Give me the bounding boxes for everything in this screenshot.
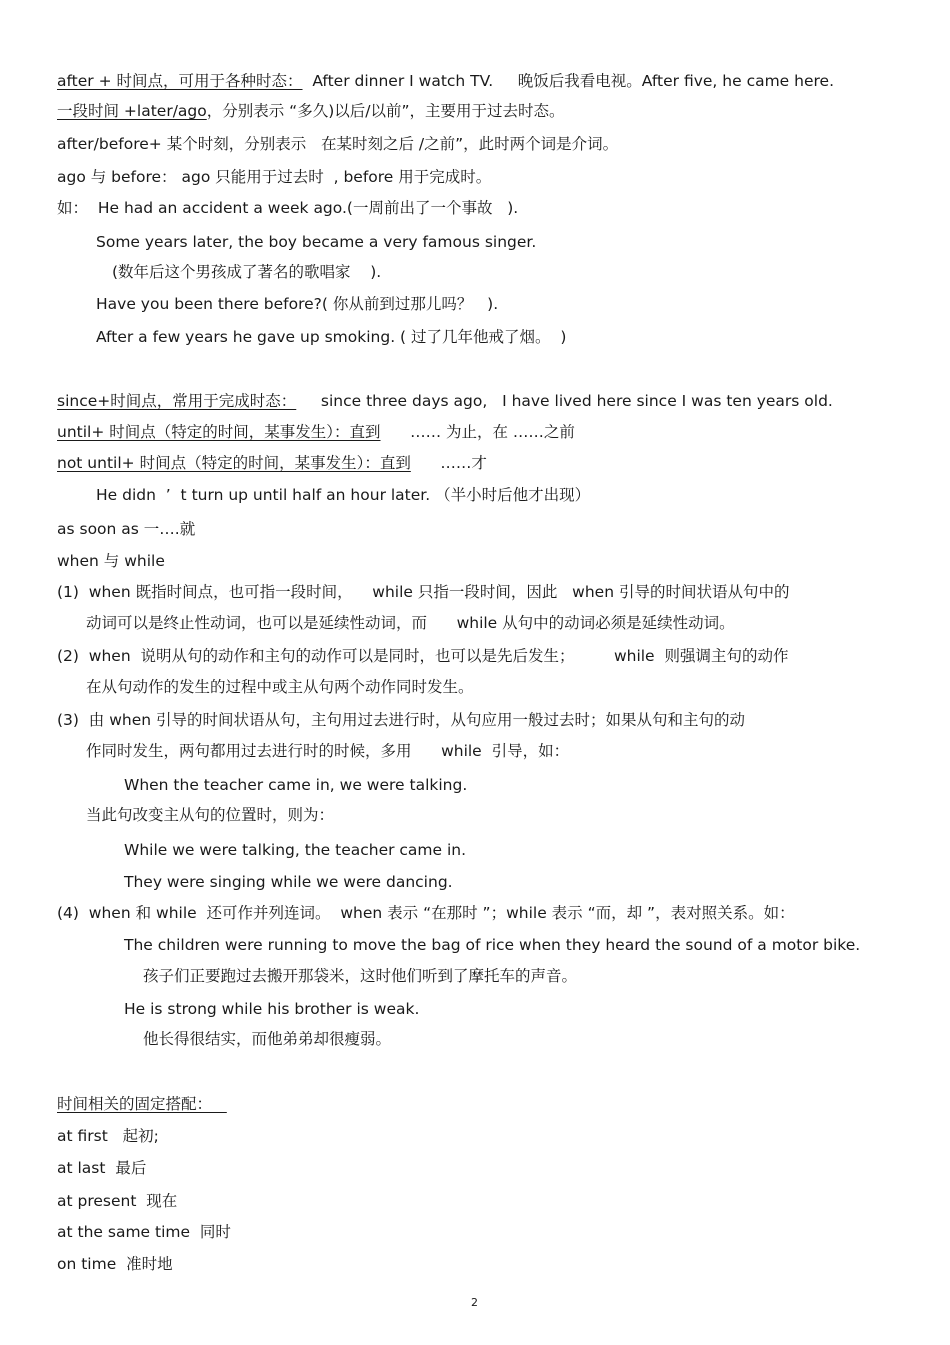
example-line: Have you been there before?( 你从前到过那儿吗？ ).: [96, 295, 499, 313]
point-4: (4) when 和 while 还可作并列连词。 when 表示 “在那时 ”；while 表示 “而，却 ”，表对照关系。如：: [57, 904, 795, 922]
example-line: When the teacher came in, we were talking.: [124, 776, 468, 794]
rule-heading: since+时间点，常用于完成时态：: [57, 392, 297, 410]
phrase-item: at first 起初;: [57, 1127, 159, 1145]
example-line: While we were talking, the teacher came in.: [124, 841, 467, 859]
phrase-item: on time 准时地: [57, 1255, 173, 1273]
example-translation: 他长得很结实，而他弟弟却很瘦弱。: [143, 1030, 392, 1048]
point-2-cont: 在从句动作的发生的过程中或主从句两个动作同时发生。: [86, 678, 474, 696]
phrase-item: at present 现在: [57, 1192, 178, 1210]
fixed-phrases-heading: [57, 1094, 227, 1114]
rule-text: After dinner I watch TV. 晚饭后我看电视。After five, he came here.: [302, 72, 835, 90]
point-3-cont: 作同时发生，两句都用过去进行时的时候，多用 while 引导，如：: [86, 742, 570, 760]
phrase-item: at the same time 同时: [57, 1223, 231, 1241]
line-when-while: when 与 while: [57, 552, 165, 570]
example-line: He didn ’ t turn up until half an hour later. （半小时后他才出现）: [96, 486, 591, 504]
rule-text: ……才: [410, 454, 487, 472]
example-line: He is strong while his brother is weak.: [124, 1000, 420, 1018]
example-line: 如： He had an accident a week ago.(一周前出了一个事故 ).: [57, 199, 519, 217]
rule-text: …… 为止，在 ……之前: [380, 423, 575, 441]
rule-text: since three days ago, I have lived here since I was ten years old.: [296, 392, 833, 410]
point-1-cont: 动词可以是终止性动词，也可以是延续性动词，而 while 从句中的动词必须是延续性动词。: [86, 614, 735, 632]
example-translation: 孩子们正要跑过去搬开那袋米，这时他们听到了摩托车的声音。: [143, 967, 578, 985]
example-line: The children were running to move the bag of rice when they heard the sound of a motor bike.: [124, 936, 861, 954]
example-translation: (数年后这个男孩成了著名的歌唱家 ).: [112, 263, 382, 281]
page-number: 2: [471, 1296, 478, 1309]
example-line: Some years later, the boy became a very famous singer.: [96, 233, 537, 251]
line-ago-before: ago 与 before： ago 只能用于过去时 , before 用于完成时。: [57, 168, 492, 186]
line-after-before: after/before+ 某个时刻，分别表示 在某时刻之后 /之前”，此时两个词是介词。: [57, 135, 619, 153]
example-line: After a few years he gave up smoking. ( 过了几年他戒了烟。 ): [96, 328, 567, 346]
line-not-until: [57, 453, 487, 473]
line-after-timepoint: [57, 71, 834, 91]
line-until: [57, 422, 575, 442]
point-3: (3) 由 when 引导的时间状语从句，主句用过去进行时，从句应用一般过去时；如果从句和主句的动: [57, 711, 746, 729]
rule-heading: after + 时间点，可用于各种时态：: [57, 72, 303, 90]
rule-heading: until+ 时间点（特定的时间，某事发生）：直到: [57, 423, 381, 441]
rule-heading: 一段时间 +later/ago: [57, 102, 207, 120]
rule-text: ，分别表示 “多久)以后/以前”，主要用于过去时态。: [206, 102, 565, 120]
point-1: (1) when 既指时间点，也可指一段时间， while 只指一段时间，因此 when 引导的时间状语从句中的: [57, 583, 790, 601]
line-as-soon-as: as soon as 一….就: [57, 520, 196, 538]
point-2: (2) when 说明从句的动作和主句的动作可以是同时，也可以是先后发生； while 则强调主句的动作: [57, 647, 789, 665]
line-since: [57, 391, 833, 411]
phrase-item: at last 最后: [57, 1159, 147, 1177]
explanation-line: 当此句改变主从句的位置时，则为：: [86, 806, 335, 824]
line-later-ago: [57, 101, 565, 121]
example-line: They were singing while we were dancing.: [124, 873, 453, 891]
rule-heading: not until+ 时间点（特定的时间，某事发生）：直到: [57, 454, 411, 472]
section-heading: 时间相关的固定搭配：: [57, 1095, 227, 1113]
